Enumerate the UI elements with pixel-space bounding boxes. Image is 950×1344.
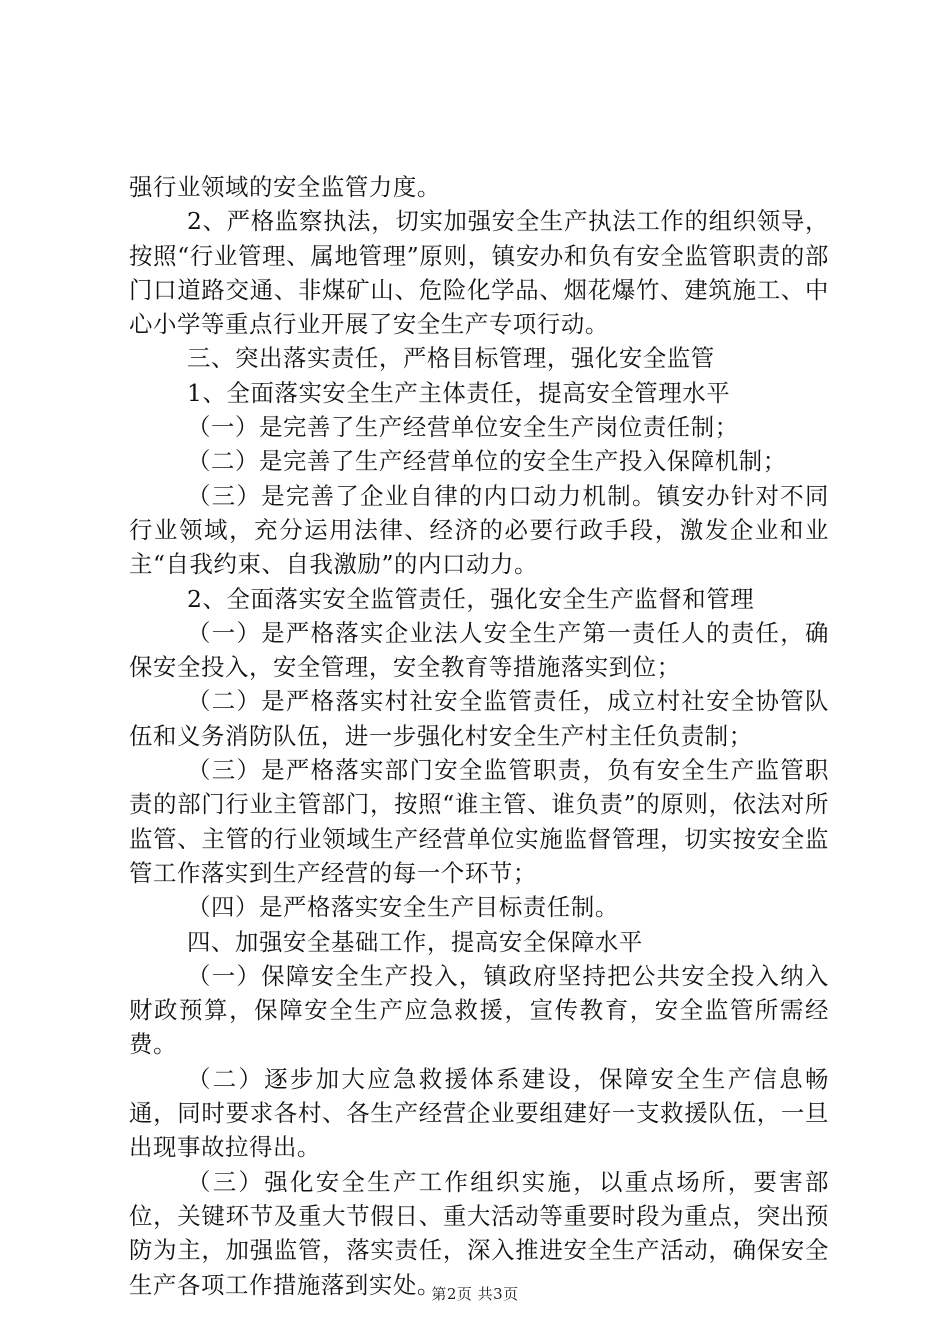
list-item-4-b: （二）逐步加大应急救援体系建设，保障安全生产信息畅通，同时要求各村、各生产经营企业要组建好一支救援队伍，一旦出现事故拉得出。: [129, 1064, 829, 1162]
subheading-3-2: 2、全面落实安全监管责任，强化安全生产监督和管理: [187, 584, 755, 613]
list-item-3-2-c: （三）是严格落实部门安全监管职责，负有安全生产监管职责的部门行业主管部门，按照“谁主管、谁负责”的原则，依法对所监管、主管的行业领域生产经营单位实施监督管理，切实按安全监管工作落实到生产经营的每一个环节；: [129, 756, 829, 887]
paragraph-item-2-enforcement: 2、严格监察执法，切实加强安全生产执法工作的组织领导，按照“行业管理、属地管理”原则，镇安办和负有安全监管职责的部门口道路交通、非煤矿山、危险化学品、烟花爆竹、建筑施工、中心小学等重点行业开展了安全生产专项行动。: [129, 207, 829, 339]
subheading-3-1: 1、全面落实安全生产主体责任，提高安全管理水平: [187, 378, 731, 407]
list-item-3-2-a: （一）是严格落实企业法人安全生产第一责任人的责任，确保安全投入，安全管理，安全教育等措施落实到位；: [129, 618, 829, 682]
page-number-footer: 第2页 共3页: [431, 1285, 519, 1303]
document-body: [129, 170, 829, 1302]
paragraph-continuation: 强行业领域的安全监管力度。: [129, 173, 441, 201]
list-item-3-2-b: （二）是严格落实村社安全监管责任，成立村社安全协管队伍和义务消防队伍，进一步强化村安全生产村主任负责制；: [129, 687, 829, 750]
list-item-3-1-b: （二）是完善了生产经营单位的安全生产投入保障机制；: [187, 447, 787, 476]
list-item-3-2-d: （四）是严格落实安全生产目标责任制。: [187, 893, 619, 922]
list-item-4-c: （三）强化安全生产工作组织实施，以重点场所，要害部位，关键环节及重大节假日、重大活动等重要时段为重点，突出预防为主，加强监管，落实责任，深入推进安全生产活动，确保安全生产各项工作措施落到实处。: [129, 1167, 829, 1299]
list-item-3-1-a: （一）是完善了生产经营单位安全生产岗位责任制；: [187, 413, 739, 442]
section-heading-3: 三、突出落实责任，严格目标管理，强化安全监管: [187, 344, 715, 373]
section-heading-4: 四、加强安全基础工作，提高安全保障水平: [187, 927, 643, 956]
list-item-3-1-c: （三）是完善了企业自律的内口动力机制。镇安办针对不同行业领域，充分运用法律、经济的必要行政手段，激发企业和业主“自我约束、自我激励”的内口动力。: [129, 481, 829, 579]
list-item-4-a: （一）保障安全生产投入，镇政府坚持把公共安全投入纳入财政预算，保障安全生产应急救援，宣传教育，安全监管所需经费。: [129, 961, 829, 1059]
